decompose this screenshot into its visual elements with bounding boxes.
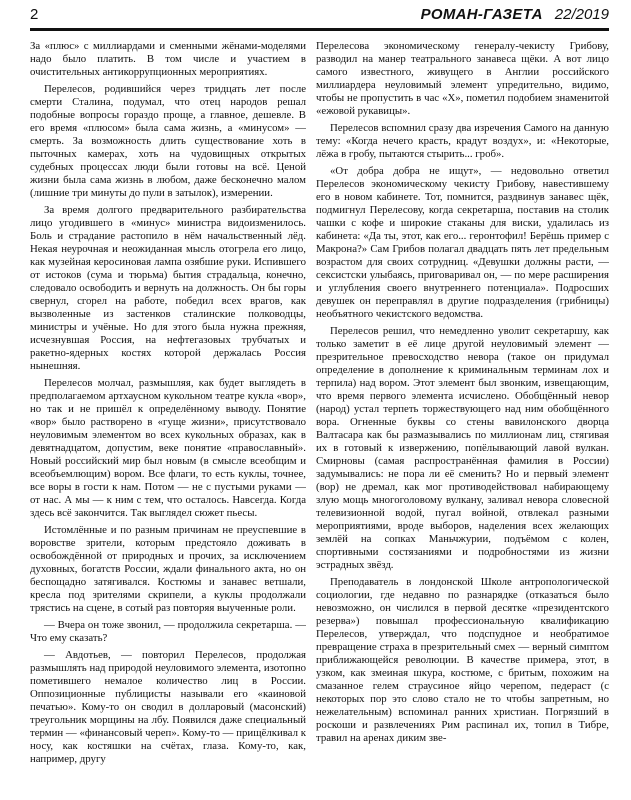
paragraph: — Вчера он тоже звонил, — продолжила секретарша. — Что ему сказать? [30,619,306,644]
left-column [30,40,306,796]
page-header [30,4,609,31]
paragraph: Перелесов молчал, размышляя, как будет выглядеть в предполагаемом артхаусном кукольном театре кукла «вор», но так и не пришёл к определённому выводу. Понятие «вор» было растворено в «гуще жизни», присутствовало неуловимым элементом во всех кукольных образах, как в девятнадцатом, допустим, веке понятие «православный». Новый российский мир был новым (в смысле всеобщим и всеобъемлющим) вором. Все флаги, то есть куклы, точнее, все воры в гости к нам. Потом — не с пустыми руками — от нас. А мы — к ним с тем, что осталось. Навсегда. Когда здесь всё закончится. Так выглядел сюжет пьесы. [30,377,306,519]
paragraph: Преподаватель в лондонской Школе антропологической социологии, где недавно по разнарядке (отказаться было невозможно, он числился в первой десятке «президентского резерва») повышал профессиональную квалификацию Перелесов, утверждал, что подспудное и необратимое превращение страха в презрительный смех — верный симптом приближающейся революции. В качестве примера, этот, в узком, как змеиная шкура, костюме, с бритым, похожим на смазанное гелем страусиное яйцо черепом, педераст (с некоторых пор это слово стало не то чтобы запретным, но нежелательным) вспоминал ранних христиан. Погрязший в роскоши и развлечениях Рим распинал их, топил в Тибре, травил на аренах диким зве- [316,576,609,744]
paragraph: Перелесов решил, что немедленно уволит секретаршу, как только заметит в её лице другой неуловимый элемент — презрительное превосходство невора (такое он придумал определение в дополнение к криминальным терминам лох и терпила) над вором. Этот элемент был звонким, извещающим, что время первого элемента исчислено. Обобщённый невор (народ) устал терпеть торжествующего над ним обобщённого вора. Огненные буквы со стены вавилонского дворца Валтасара как бы размазывались по миллионам лиц, стягивая их в готовый к извержению, попёлывающий лавой вулкан. Смирновы (самая распространённая фамилия в России) задумывались: не пора ли её сменить? Но и первый элемент (вор) не дремал, как мог противодействовал набирающему злую мощь многоголовому вулкану, заливал невора словесной телевизионной водой, пугал войной, отвлекал разными мероприятиями, вроде выборов, наделения всех желающих землёй на сопках Маньчжурии, подъёмом с колен, спортивными состязаниями и подробностями из жизни эстрадных звёзд. [316,325,609,571]
issue-number: 22/2019 [554,6,609,23]
running-title [421,6,609,23]
paragraph: Истомлённые и по разным причинам не преуспевшие в воровстве зрители, которым предстояло доживать в освобождённой от природных и прочих, за исключением духовных, богатств России, ждали финального акта, но он беспощадно затягивался. Костюмы и занавес ветшали, кресла под зрителями скрипели, а куклы продолжали трястись на сцене, в сотый раз повторяя выученные роли. [30,524,306,614]
paragraph: «От добра добра не ищут», — недовольно ответил Перелесов экономическому чекисту Грибову, навестившему его в новом кабинете. Тот, помнится, раздвинув занавес щёк, подмигнул Перелесову, когда секретарша, поставив на столик чашки с кофе и широкие стаканы для виски, удалилась из кабинета: «Да ты, этот, как его... геронтофил! Берёшь пример с Макрона?» Сам Грибов полагал двадцать пять лет предельным возрастом для своих сотрудниц. «Девушки должны расти, — сексистски улыбаясь, приговаривал он, — по мере расширения и углубления своего внутреннего потенциала». Подросших девушек он переправлял в другие подразделения (грибницы) необъятного чекистского ведомства. [316,165,609,320]
page-number: 2 [30,6,39,23]
paragraph: — Авдотьев, — повторил Перелесов, продолжая размышлять над природой неуловимого элемента, изотопно пометившего немалое количество лиц в России. Оппозиционные публицисты называли его «каиновой печатью». Кому-то он сводил в долларовый (масонский) треугольник морщины на лбу. Появился даже специальный термин — «финансовый череп». Кому-то — прищёлкивал к носу, как костяшки на счётах, глаза. Кому-то, как, например, другу [30,649,306,765]
magazine-title: РОМАН-ГАЗЕТА [420,6,543,23]
paragraph: Перелесов, родившийся через тридцать лет после смерти Сталина, подумал, что отец народов решал подобные вопросы гораздо проще, а главное, дешевле. В его время «плюсом» была сама жизнь, а «минусом» — смерть. За возможность длить существование хоть в пыточных камерах, хоть на чудовищных открытых судебных процессах люди были готовы на всё. Ценой жизни была сама жизнь в любом, даже бесконечно малом (лишние три минуты до пули в затылок), измерении. [30,83,306,199]
paragraph: Перелесов вспомнил сразу два изречения Самого на данную тему: «Когда нечего красть, крадут воздух», и: «Некоторые, лёжа в гробу, пытаются стырить... гроб». [316,122,609,160]
paragraph: За «плюс» с миллиардами и сменными жёнами-моделями надо было платить. В том числе и участием в очистительных антикоррупционных мероприятиях. [30,40,306,78]
right-column [316,40,609,796]
paragraph: Перелесова экономическому генералу-чекисту Грибову, разводил на манер театрального занавеса щёки. А вот лицо самого известного, живущего в Англии российского миллиардера неуловимый элемент упредительно, видимо, чтобы не пропустить в час «Х», пометил подобием знаменитой «ежовой рукавицы». [316,40,609,117]
paragraph: За время долгого предварительного разбирательства лицо угодившего в «минус» министра видоизменилось. Боль и страдание растопило в нём начальственный лёд. Некая неурочная и неожиданная мысль отогрела его лицо, как музейная керосиновая лампа озябшие руки. Испившего от истоков (сума и тюрьма) бытия страдальца, конечно, следовало освободить и вернуть на должность. Он бы горы свернул, сгорел на работе, победил всех врагов, как вызволенные из застенков сталинские полководцы, министры и учёные. Но для этого была нужна прежняя, исчезнувшая Россия, на нефтегазовых трубчатых и ракетно-ядерных костях которой держалась Россия нынешняя. [30,204,306,372]
